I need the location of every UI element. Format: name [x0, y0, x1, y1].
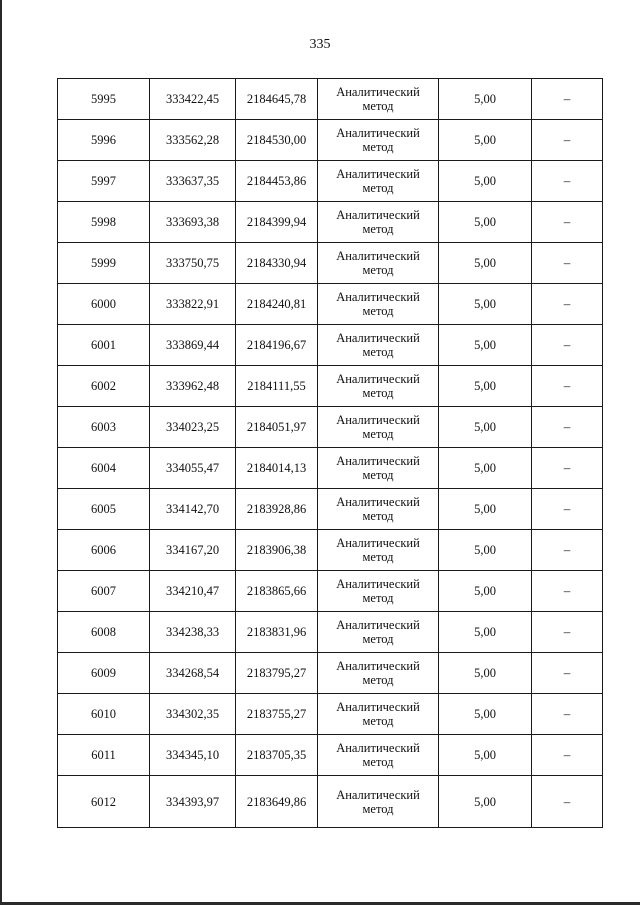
accuracy-cell	[439, 489, 532, 530]
accuracy-text: 5,00	[474, 379, 496, 393]
x-coordinate-cell	[150, 448, 236, 489]
description-text: –	[563, 214, 571, 229]
method-text-line2: метод	[362, 99, 394, 113]
accuracy-cell	[439, 202, 532, 243]
accuracy-text: 5,00	[474, 297, 496, 311]
method-cell	[318, 571, 439, 612]
method-cell	[318, 120, 439, 161]
method-cell	[318, 489, 439, 530]
description-text: –	[563, 793, 571, 809]
accuracy-text: 5,00	[474, 502, 496, 516]
point-number-cell	[58, 776, 150, 828]
description-cell	[532, 612, 603, 653]
method-text-line2: метод	[362, 427, 394, 441]
description-text: –	[563, 173, 571, 188]
x-coordinate-text: 334210,47	[165, 584, 220, 598]
point-number-text: 6006	[91, 543, 116, 557]
x-coordinate-cell	[150, 120, 236, 161]
method-cell	[318, 448, 439, 489]
description-cell	[532, 243, 603, 284]
point-number-cell	[58, 284, 150, 325]
description-text: –	[563, 542, 571, 557]
y-coordinate-text: 2184330,94	[246, 256, 307, 270]
point-number-cell	[58, 366, 150, 407]
method-text-line1: Аналитический	[336, 618, 420, 632]
y-coordinate-text: 2183831,96	[246, 625, 307, 639]
x-coordinate-cell	[150, 284, 236, 325]
point-number-cell	[58, 161, 150, 202]
method-text-line2: метод	[362, 714, 394, 728]
method-text-line2: метод	[362, 673, 394, 687]
y-coordinate-cell	[236, 284, 318, 325]
y-coordinate-cell	[236, 612, 318, 653]
method-text-line2: метод	[362, 509, 394, 523]
x-coordinate-text: 333693,38	[165, 215, 220, 229]
method-cell	[318, 653, 439, 694]
accuracy-text: 5,00	[474, 174, 496, 188]
y-coordinate-text: 2184196,67	[246, 338, 307, 352]
point-number-text: 6009	[91, 666, 116, 680]
x-coordinate-text: 333422,45	[165, 92, 220, 106]
y-coordinate-cell	[236, 694, 318, 735]
point-number-cell	[58, 448, 150, 489]
y-coordinate-cell	[236, 735, 318, 776]
description-cell	[532, 530, 603, 571]
method-text-line2: метод	[362, 468, 394, 482]
y-coordinate-text: 2184240,81	[246, 297, 307, 311]
accuracy-cell	[439, 694, 532, 735]
method-cell	[318, 735, 439, 776]
accuracy-cell	[439, 120, 532, 161]
accuracy-text: 5,00	[474, 707, 496, 721]
point-number-cell	[58, 202, 150, 243]
method-text-line1: Аналитический	[336, 331, 420, 345]
description-cell	[532, 694, 603, 735]
point-number-cell	[58, 407, 150, 448]
accuracy-cell	[439, 161, 532, 202]
table-row	[58, 120, 603, 161]
method-text-line1: Аналитический	[336, 249, 420, 263]
accuracy-text: 5,00	[474, 584, 496, 598]
y-coordinate-cell	[236, 448, 318, 489]
point-number-cell	[58, 489, 150, 530]
accuracy-text: 5,00	[474, 92, 496, 106]
accuracy-text: 5,00	[474, 133, 496, 147]
description-text: –	[563, 747, 571, 762]
page-left-edge	[0, 0, 2, 905]
accuracy-cell	[439, 325, 532, 366]
y-coordinate-text: 2184399,94	[246, 215, 307, 229]
point-number-cell	[58, 735, 150, 776]
description-text: –	[563, 460, 571, 475]
description-text: –	[563, 583, 571, 598]
method-cell	[318, 366, 439, 407]
point-number-text: 6001	[91, 338, 116, 352]
table-row	[58, 776, 603, 828]
y-coordinate-cell	[236, 120, 318, 161]
method-text-line2: метод	[362, 386, 394, 400]
x-coordinate-text: 334302,35	[165, 707, 220, 721]
table-row	[58, 735, 603, 776]
x-coordinate-text: 333562,28	[165, 133, 220, 147]
description-cell	[532, 161, 603, 202]
y-coordinate-cell	[236, 202, 318, 243]
method-text-line2: метод	[362, 222, 394, 236]
accuracy-text: 5,00	[474, 461, 496, 475]
x-coordinate-text: 333962,48	[165, 379, 220, 393]
point-number-text: 5996	[91, 133, 116, 147]
table-row	[58, 489, 603, 530]
x-coordinate-cell	[150, 571, 236, 612]
point-number-text: 6002	[91, 379, 116, 393]
point-number-cell	[58, 120, 150, 161]
accuracy-text: 5,00	[474, 625, 496, 639]
method-text-line1: Аналитический	[336, 372, 420, 386]
x-coordinate-text: 333637,35	[165, 174, 220, 188]
y-coordinate-text: 2183705,35	[246, 748, 307, 762]
x-coordinate-text: 334393,97	[165, 794, 220, 809]
table-row	[58, 653, 603, 694]
method-text-line1: Аналитический	[336, 208, 420, 222]
y-coordinate-text: 2183865,66	[246, 584, 307, 598]
method-text-line1: Аналитический	[336, 290, 420, 304]
point-number-cell	[58, 325, 150, 366]
table-row	[58, 202, 603, 243]
y-coordinate-cell	[236, 571, 318, 612]
point-number-text: 5997	[91, 174, 116, 188]
x-coordinate-text: 333750,75	[165, 256, 220, 270]
method-text-line1: Аналитический	[336, 495, 420, 509]
method-text-line1: Аналитический	[336, 454, 420, 468]
x-coordinate-text: 334142,70	[165, 502, 220, 516]
point-number-cell	[58, 571, 150, 612]
method-cell	[318, 694, 439, 735]
description-cell	[532, 325, 603, 366]
y-coordinate-text: 2183906,38	[246, 543, 307, 557]
point-number-text: 6000	[91, 297, 116, 311]
point-number-text: 6012	[91, 794, 116, 809]
coordinates-table-body	[58, 79, 603, 828]
method-text-line2: метод	[362, 550, 394, 564]
y-coordinate-cell	[236, 243, 318, 284]
method-cell	[318, 776, 439, 828]
description-cell	[532, 448, 603, 489]
method-text-line2: метод	[362, 181, 394, 195]
point-number-text: 5999	[91, 256, 116, 270]
x-coordinate-text: 333822,91	[165, 297, 220, 311]
method-text-line1: Аналитический	[336, 700, 420, 714]
description-text: –	[563, 337, 571, 352]
y-coordinate-cell	[236, 489, 318, 530]
accuracy-cell	[439, 653, 532, 694]
method-text-line1: Аналитический	[336, 413, 420, 427]
y-coordinate-cell	[236, 79, 318, 120]
accuracy-cell	[439, 571, 532, 612]
method-text-line1: Аналитический	[336, 536, 420, 550]
accuracy-text: 5,00	[474, 256, 496, 270]
coordinates-table	[57, 78, 603, 828]
table-row	[58, 407, 603, 448]
accuracy-cell	[439, 284, 532, 325]
table-row	[58, 284, 603, 325]
accuracy-text: 5,00	[474, 338, 496, 352]
method-text-line2: метод	[362, 755, 394, 769]
method-text-line1: Аналитический	[336, 85, 420, 99]
y-coordinate-text: 2184014,13	[246, 461, 307, 475]
method-text-line2: метод	[362, 263, 394, 277]
table-row	[58, 448, 603, 489]
description-cell	[532, 776, 603, 828]
description-cell	[532, 120, 603, 161]
x-coordinate-cell	[150, 489, 236, 530]
y-coordinate-text: 2183795,27	[246, 666, 307, 680]
point-number-text: 6004	[91, 461, 116, 475]
x-coordinate-text: 334345,10	[165, 748, 220, 762]
point-number-cell	[58, 243, 150, 284]
description-cell	[532, 571, 603, 612]
y-coordinate-text: 2184111,55	[247, 379, 306, 393]
table-row	[58, 612, 603, 653]
method-text-line2: метод	[362, 345, 394, 359]
x-coordinate-cell	[150, 407, 236, 448]
y-coordinate-cell	[236, 161, 318, 202]
table-row	[58, 366, 603, 407]
point-number-text: 6011	[91, 748, 116, 762]
x-coordinate-cell	[150, 612, 236, 653]
method-cell	[318, 202, 439, 243]
accuracy-text: 5,00	[474, 748, 496, 762]
accuracy-cell	[439, 366, 532, 407]
method-cell	[318, 284, 439, 325]
y-coordinate-text: 2183928,86	[246, 502, 307, 516]
description-text: –	[563, 501, 571, 516]
x-coordinate-cell	[150, 653, 236, 694]
accuracy-text: 5,00	[474, 215, 496, 229]
description-text: –	[563, 296, 571, 311]
y-coordinate-cell	[236, 530, 318, 571]
y-coordinate-text: 2183755,27	[246, 707, 307, 721]
method-text-line2: метод	[362, 140, 394, 154]
method-text-line2: метод	[362, 304, 394, 318]
description-cell	[532, 407, 603, 448]
method-text-line2: метод	[362, 801, 394, 816]
point-number-text: 6003	[91, 420, 116, 434]
accuracy-text: 5,00	[474, 543, 496, 557]
accuracy-cell	[439, 776, 532, 828]
page-number: 335	[309, 37, 331, 52]
x-coordinate-cell	[150, 694, 236, 735]
method-cell	[318, 325, 439, 366]
description-text: –	[563, 419, 571, 434]
table-row	[58, 325, 603, 366]
x-coordinate-cell	[150, 735, 236, 776]
method-cell	[318, 407, 439, 448]
table-row	[58, 530, 603, 571]
description-text: –	[563, 624, 571, 639]
point-number-text: 6010	[91, 707, 116, 721]
method-cell	[318, 79, 439, 120]
y-coordinate-cell	[236, 366, 318, 407]
method-text-line1: Аналитический	[336, 577, 420, 591]
table-row	[58, 243, 603, 284]
accuracy-text: 5,00	[474, 666, 496, 680]
accuracy-cell	[439, 530, 532, 571]
table-row	[58, 161, 603, 202]
description-cell	[532, 653, 603, 694]
accuracy-cell	[439, 243, 532, 284]
y-coordinate-text: 2184453,86	[246, 174, 307, 188]
x-coordinate-text: 334023,25	[165, 420, 220, 434]
method-cell	[318, 243, 439, 284]
point-number-cell	[58, 694, 150, 735]
point-number-text: 6007	[91, 584, 116, 598]
y-coordinate-cell	[236, 776, 318, 828]
y-coordinate-cell	[236, 325, 318, 366]
x-coordinate-text: 334055,47	[165, 461, 220, 475]
x-coordinate-text: 334167,20	[165, 543, 220, 557]
description-cell	[532, 366, 603, 407]
x-coordinate-cell	[150, 79, 236, 120]
method-text-line1: Аналитический	[336, 659, 420, 673]
point-number-text: 5998	[91, 215, 116, 229]
method-text-line2: метод	[362, 591, 394, 605]
x-coordinate-cell	[150, 530, 236, 571]
description-cell	[532, 735, 603, 776]
accuracy-text: 5,00	[474, 420, 496, 434]
x-coordinate-text: 333869,44	[165, 338, 220, 352]
y-coordinate-text: 2184530,00	[246, 133, 307, 147]
point-number-cell	[58, 79, 150, 120]
method-text-line1: Аналитический	[336, 167, 420, 181]
point-number-cell	[58, 612, 150, 653]
method-text-line1: Аналитический	[336, 787, 420, 802]
method-text-line2: метод	[362, 632, 394, 646]
accuracy-cell	[439, 735, 532, 776]
accuracy-cell	[439, 612, 532, 653]
method-text-line1: Аналитический	[336, 126, 420, 140]
point-number-text: 5995	[91, 92, 116, 106]
method-cell	[318, 161, 439, 202]
y-coordinate-cell	[236, 407, 318, 448]
x-coordinate-cell	[150, 325, 236, 366]
x-coordinate-cell	[150, 161, 236, 202]
description-cell	[532, 489, 603, 530]
y-coordinate-text: 2184051,97	[246, 420, 307, 434]
description-text: –	[563, 255, 571, 270]
table-row	[58, 694, 603, 735]
point-number-text: 6008	[91, 625, 116, 639]
description-cell	[532, 79, 603, 120]
x-coordinate-cell	[150, 366, 236, 407]
y-coordinate-text: 2184645,78	[246, 92, 307, 106]
description-cell	[532, 202, 603, 243]
x-coordinate-text: 334268,54	[165, 666, 220, 680]
x-coordinate-text: 334238,33	[165, 625, 220, 639]
x-coordinate-cell	[150, 243, 236, 284]
method-text-line1: Аналитический	[336, 741, 420, 755]
accuracy-cell	[439, 79, 532, 120]
description-cell	[532, 284, 603, 325]
method-cell	[318, 612, 439, 653]
method-cell	[318, 530, 439, 571]
point-number-text: 6005	[91, 502, 116, 516]
table-row	[58, 571, 603, 612]
x-coordinate-cell	[150, 776, 236, 828]
point-number-cell	[58, 653, 150, 694]
accuracy-cell	[439, 407, 532, 448]
y-coordinate-text: 2183649,86	[246, 794, 307, 809]
x-coordinate-cell	[150, 202, 236, 243]
description-text: –	[563, 378, 571, 393]
description-text: –	[563, 665, 571, 680]
accuracy-cell	[439, 448, 532, 489]
description-text: –	[563, 132, 571, 147]
description-text: –	[563, 706, 571, 721]
y-coordinate-cell	[236, 653, 318, 694]
description-text: –	[563, 91, 571, 106]
accuracy-text: 5,00	[474, 794, 496, 809]
table-row	[58, 79, 603, 120]
point-number-cell	[58, 530, 150, 571]
